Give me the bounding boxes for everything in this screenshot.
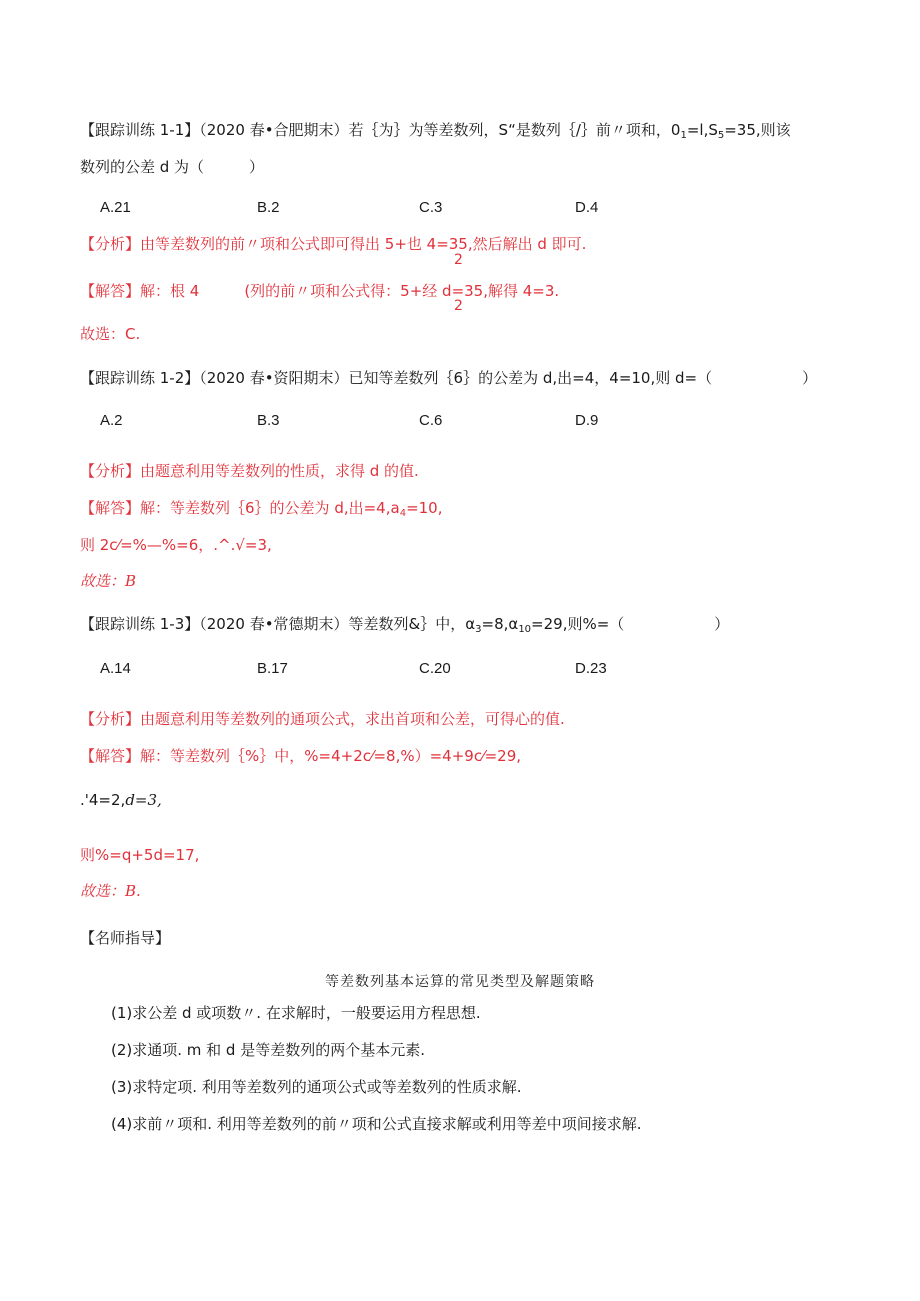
q1-analysis: 【分析】由等差数列的前〃项和公式即可得出 5+也 4=35,然后解出 d 即可. (80, 235, 587, 253)
q1-heading: 【跟踪训练 1-1】（2020 春•合肥期末）若｛为｝为等差数列，S“是数列｛/｝前〃项和，$0_1=l,S_5=35$,则该 (80, 121, 791, 141)
q3-option-b[interactable]: B.17 (257, 660, 288, 677)
guide-title: 【名师指导】 (80, 929, 171, 947)
q3-step-1: .'4=2,d=3, (80, 791, 162, 809)
q1-choice: 故选：C. (80, 325, 141, 343)
guide-item-3: (3)求特定项. 利用等差数列的通项公式或等差数列的性质求解. (111, 1078, 522, 1096)
q2-answer: 【解答】解：等差数列｛6｝的公差为 d,出$=4,a_4=10$, (80, 499, 443, 519)
q1-analysis-fraction: 2 (454, 252, 463, 268)
guide-item-1: (1)求公差 d 或项数〃. 在求解时，一般要运用方程思想. (111, 1004, 481, 1022)
q1-option-a[interactable]: A.21 (100, 199, 131, 216)
q3-answer: 【解答】解：等差数列｛%｝中，%=4+2c⁄=8,%）=4+9c⁄=29, (80, 747, 522, 765)
q1-answer-fraction: 2 (454, 298, 463, 314)
q3-heading: 【跟踪训练 1-3】（2020 春•常德期末）等差数列&｝中，$\alpha_3=8,\alpha_{10}=29$,则%=（ ） (80, 615, 730, 635)
q3-choice: 故选：B. (80, 882, 141, 900)
q1-option-b[interactable]: B.2 (257, 199, 280, 216)
q3-option-a[interactable]: A.14 (100, 660, 131, 677)
q2-choice: 故选：B (80, 572, 137, 590)
q1-option-d[interactable]: D.4 (575, 199, 599, 216)
q3-step-2: 则%=q+5d=17, (80, 846, 200, 864)
q1-option-c[interactable]: C.3 (419, 199, 443, 216)
q2-option-b[interactable]: B.3 (257, 412, 280, 429)
q2-analysis: 【分析】由题意利用等差数列的性质，求得 d 的值. (80, 462, 419, 480)
guide-subtitle: 等差数列基本运算的常见类型及解题策略 (325, 974, 595, 990)
guide-item-2: (2)求通项. m 和 d 是等差数列的两个基本元素. (111, 1041, 425, 1059)
q3-option-d[interactable]: D.23 (575, 660, 607, 677)
q1-heading-line2: 数列的公差 d 为（ ） (80, 158, 265, 176)
q2-heading: 【跟踪训练 1-2】（2020 春•资阳期末）已知等差数列｛6｝的公差为 d,出=4，4=10,则 d=（ ） (80, 369, 818, 387)
q3-analysis: 【分析】由题意利用等差数列的通项公式，求出首项和公差，可得心的值. (80, 710, 565, 728)
q2-calculation: 则 2c⁄=%—%=6，.^.√=3, (80, 536, 272, 554)
guide-item-4: (4)求前〃项和. 利用等差数列的前〃项和公式直接求解或利用等差中项间接求解. (111, 1115, 642, 1133)
q2-option-a[interactable]: A.2 (100, 412, 123, 429)
q2-option-c[interactable]: C.6 (419, 412, 443, 429)
q2-option-d[interactable]: D.9 (575, 412, 599, 429)
q1-answer: 【解答】解：根 4 (列的前〃项和公式得：5+经 d=35,解得 4=3. (80, 282, 560, 300)
q3-option-c[interactable]: C.20 (419, 660, 451, 677)
